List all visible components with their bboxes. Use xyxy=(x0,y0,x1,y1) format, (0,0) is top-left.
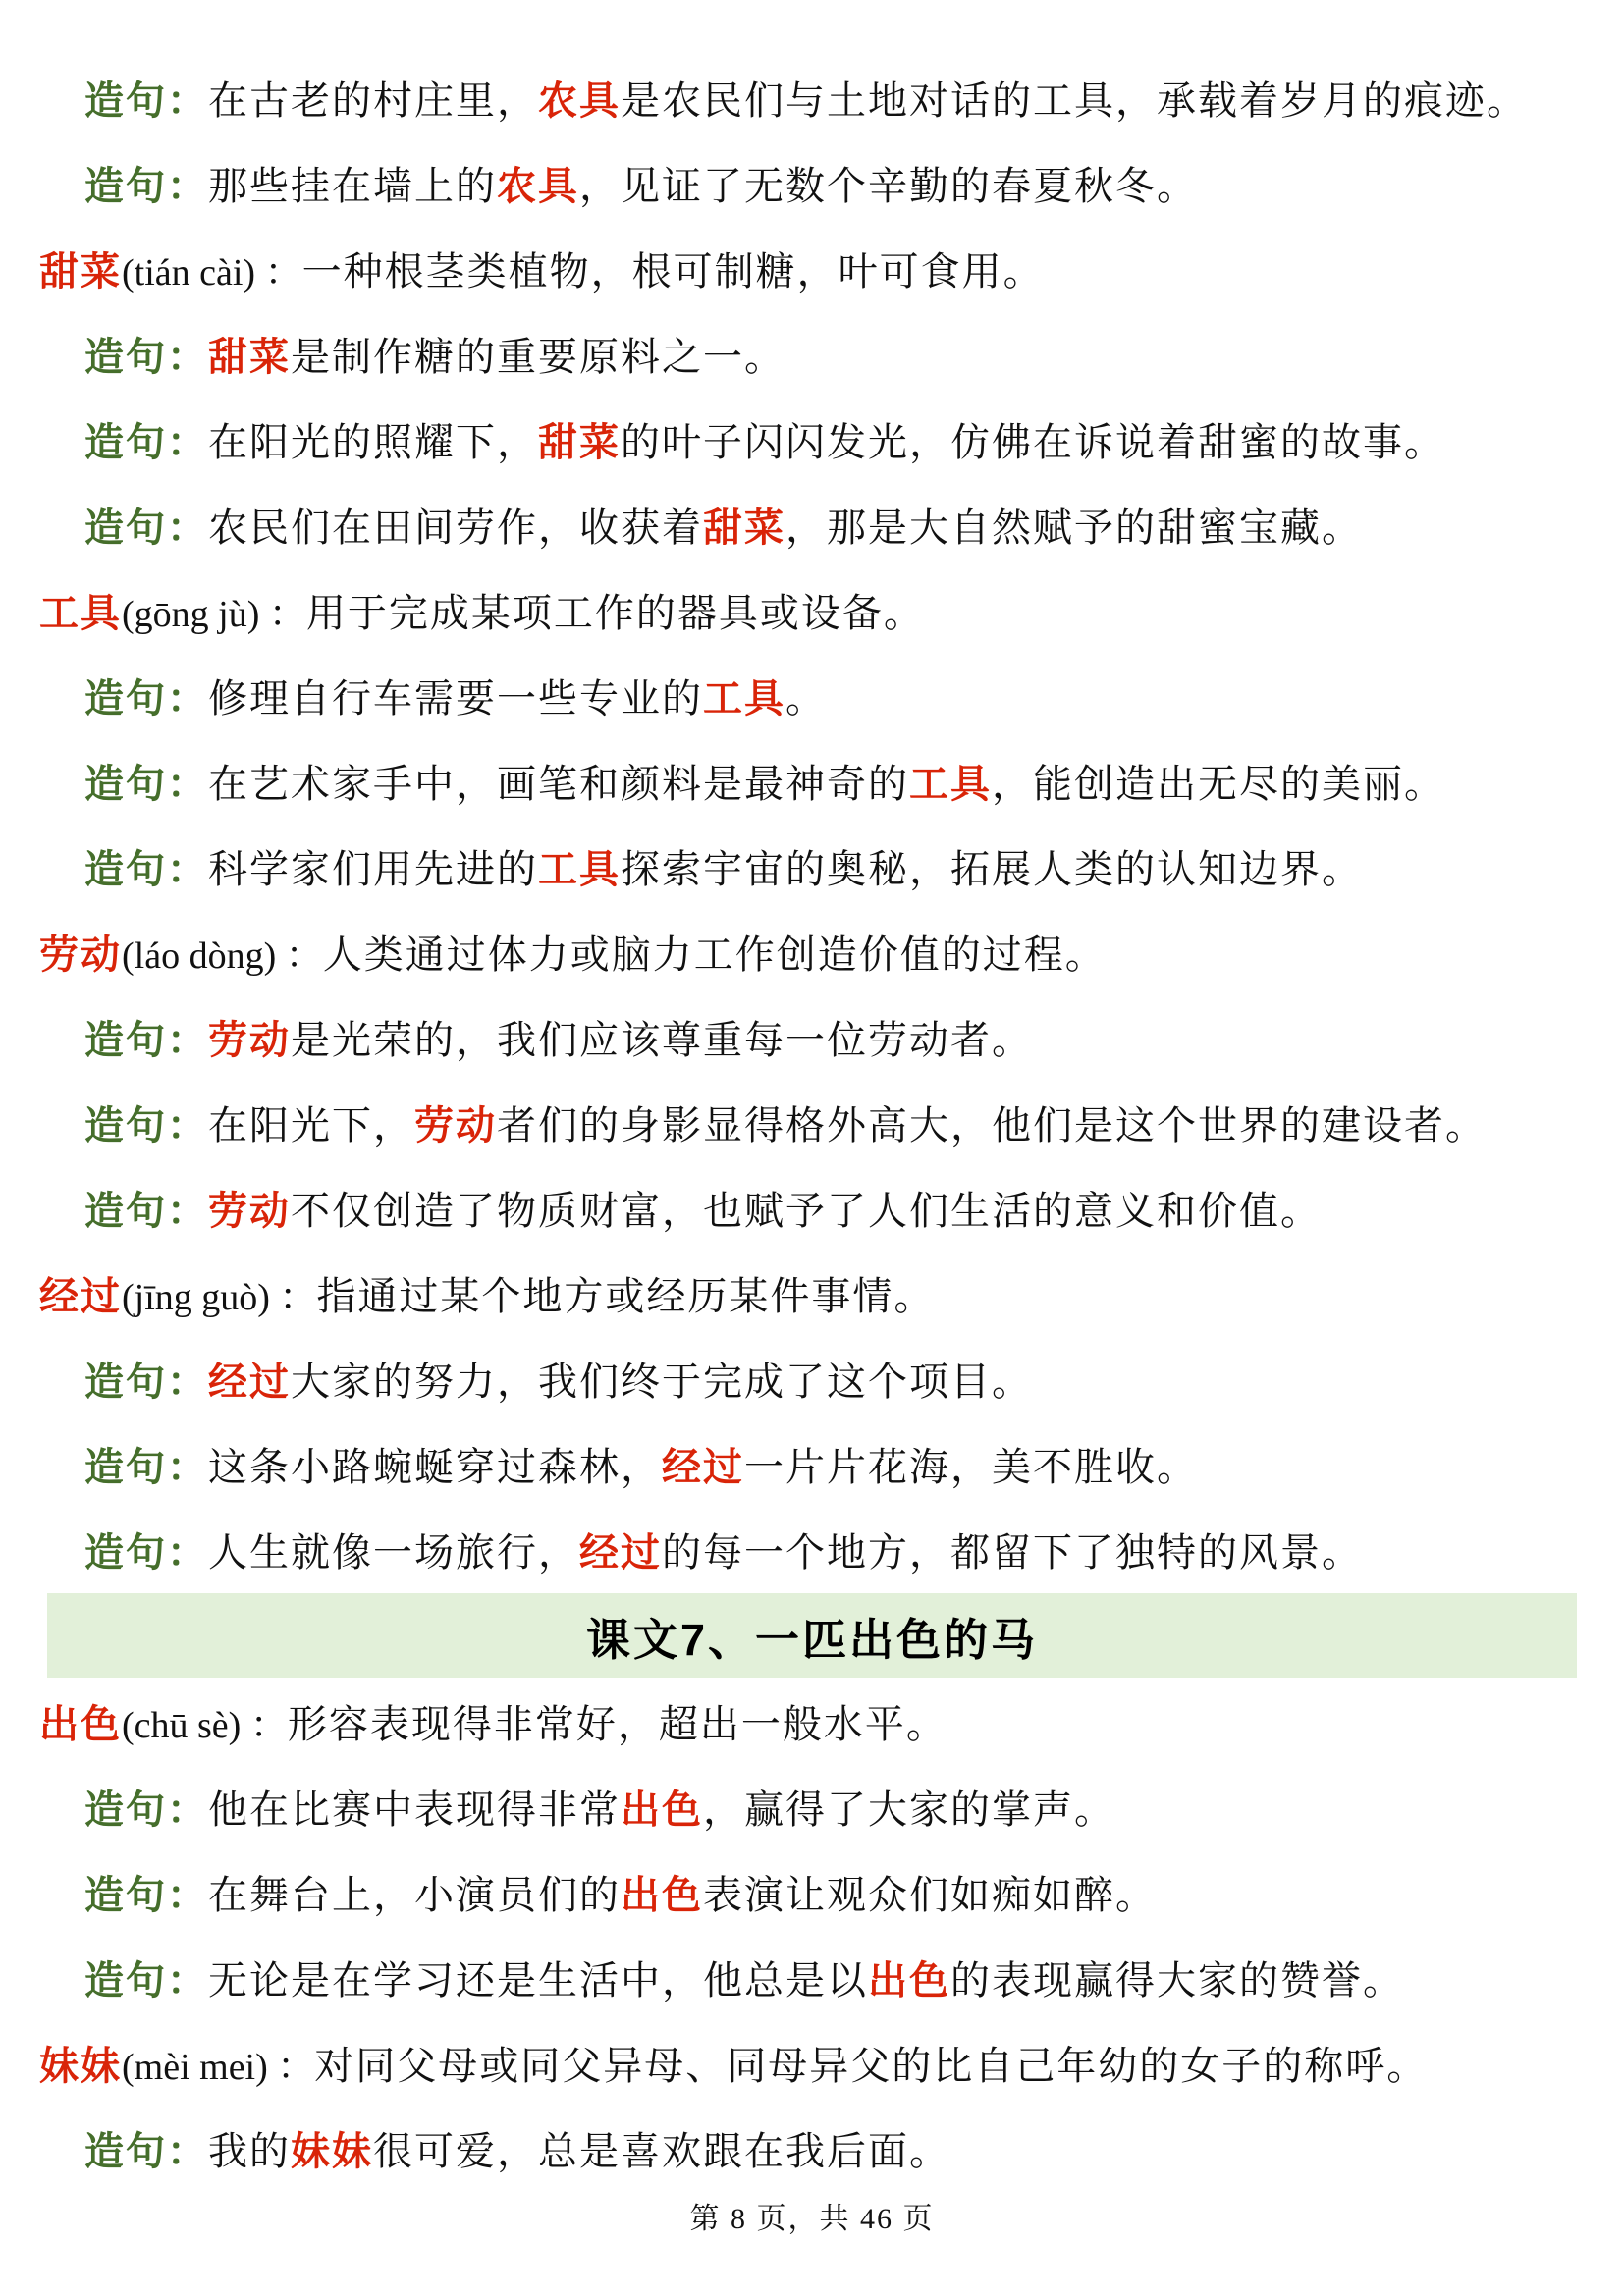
example-sentence-line xyxy=(0,140,1624,226)
vocab-word: 工具 xyxy=(39,591,122,635)
text-segment: 在阳光下， xyxy=(208,1103,414,1148)
text-segment: 那些挂在墙上的 xyxy=(208,164,497,208)
text-segment: 人类通过体力或脑力工作创造价值的过程。 xyxy=(322,933,1107,977)
text-segment: 用于完成某项工作的器具或设备。 xyxy=(305,591,925,635)
example-sentence-line xyxy=(0,824,1624,909)
text-segment: 者们的身影显得格外高大，他们是这个世界的建设者。 xyxy=(497,1103,1487,1148)
term-definition-line xyxy=(0,1251,1624,1336)
example-sentence-line xyxy=(0,738,1624,824)
vocab-word: 妹妹 xyxy=(291,2129,373,2173)
text-segment: 人生就像一场旅行， xyxy=(208,1530,579,1575)
text-segment: 在艺术家手中，画笔和颜料是最神奇的 xyxy=(208,762,909,806)
example-sentence-line xyxy=(0,1507,1624,1592)
text-segment: 在古老的村庄里， xyxy=(208,79,538,123)
sentence-label: 造句： xyxy=(84,1445,208,1489)
term-definition-line xyxy=(0,2020,1624,2106)
text-segment: 科学家们用先进的 xyxy=(208,847,538,891)
text-segment: 我的 xyxy=(208,2129,291,2173)
vocab-word: 工具 xyxy=(909,762,992,806)
page-number: 第 8 页，共 46 页 xyxy=(689,2203,935,2235)
vocab-word: 工具 xyxy=(538,847,621,891)
text-segment: 。 xyxy=(785,676,827,721)
text-segment: 的每一个地方，都留下了独特的风景。 xyxy=(662,1530,1363,1575)
vocab-word: 劳动 xyxy=(39,933,122,977)
text-segment: 在舞台上，小演员们的 xyxy=(208,1873,621,1917)
sentence-label: 造句： xyxy=(84,1873,208,1917)
text-segment: 一种根茎类植物，根可制糖，叶可食用。 xyxy=(301,249,1045,294)
vocab-word: 经过 xyxy=(208,1360,291,1404)
text-segment: 是农民们与土地对话的工具，承载着岁月的痕迹。 xyxy=(621,79,1528,123)
example-sentence-line xyxy=(0,55,1624,140)
text-segment: ，赢得了大家的掌声。 xyxy=(703,1788,1115,1832)
vocab-word: 甜菜 xyxy=(703,506,785,550)
text-segment: 的叶子闪闪发光，仿佛在诉说着甜蜜的故事。 xyxy=(621,420,1445,464)
text-segment: 在阳光的照耀下， xyxy=(208,420,538,464)
vocab-word: 经过 xyxy=(662,1445,744,1489)
text-segment: 一片片花海，美不胜收。 xyxy=(744,1445,1198,1489)
example-sentence-line xyxy=(0,1336,1624,1421)
vocab-word: 经过 xyxy=(579,1530,662,1575)
pinyin: (láo dòng) ： xyxy=(122,935,323,977)
sentence-label: 造句： xyxy=(84,1530,208,1575)
term-definition-line xyxy=(0,1679,1624,1764)
sentence-label: 造句： xyxy=(84,847,208,891)
text-segment: 大家的努力，我们终于完成了这个项目。 xyxy=(291,1360,1033,1404)
example-sentence-line xyxy=(0,1764,1624,1849)
term-definition-line xyxy=(0,567,1624,653)
text-segment: 修理自行车需要一些专业的 xyxy=(208,676,703,721)
term-definition-line xyxy=(0,909,1624,994)
sentence-label: 造句： xyxy=(84,1189,208,1233)
text-segment: 是制作糖的重要原料之一。 xyxy=(291,335,785,379)
vocab-word: 甜菜 xyxy=(538,420,621,464)
pinyin: (tián cài) ： xyxy=(122,252,302,294)
sentence-label: 造句： xyxy=(84,79,208,123)
text-segment: 指通过某个地方或经历某件事情。 xyxy=(316,1274,936,1318)
text-segment: 很可爱，总是喜欢跟在我后面。 xyxy=(373,2129,950,2173)
pinyin: (chū sè) ： xyxy=(122,1705,288,1746)
sentence-label: 造句： xyxy=(84,1018,208,1062)
text-segment: ，能创造出无尽的美丽。 xyxy=(992,762,1445,806)
vocab-word: 出色 xyxy=(621,1873,703,1917)
text-segment: ，那是大自然赋予的甜蜜宝藏。 xyxy=(785,506,1363,550)
sentence-label: 造句： xyxy=(84,676,208,721)
vocab-word: 农具 xyxy=(538,79,621,123)
vocab-word: 妹妹 xyxy=(39,2044,122,2088)
sentence-label: 造句： xyxy=(84,2129,208,2173)
sentence-label: 造句： xyxy=(84,335,208,379)
sentence-label: 造句： xyxy=(84,1360,208,1404)
text-segment: 的表现赢得大家的赞誉。 xyxy=(950,1958,1404,2002)
example-sentence-line xyxy=(0,653,1624,738)
vocab-word: 劳动 xyxy=(208,1189,291,1233)
example-sentence-line xyxy=(0,1165,1624,1251)
sentence-label: 造句： xyxy=(84,1788,208,1832)
pinyin: (gōng jù) ： xyxy=(122,594,306,635)
example-sentence-line xyxy=(0,482,1624,567)
text-segment: 农民们在田间劳作，收获着 xyxy=(208,506,703,550)
vocab-word: 劳动 xyxy=(414,1103,497,1148)
sentence-label: 造句： xyxy=(84,506,208,550)
sentence-label: 造句： xyxy=(84,164,208,208)
text-segment: 是光荣的，我们应该尊重每一位劳动者。 xyxy=(291,1018,1033,1062)
vocab-word: 工具 xyxy=(703,676,785,721)
example-sentence-line xyxy=(0,2106,1624,2191)
vocab-word: 劳动 xyxy=(208,1018,291,1062)
vocab-word: 农具 xyxy=(497,164,579,208)
example-sentence-line xyxy=(0,397,1624,482)
sentence-label: 造句： xyxy=(84,1103,208,1148)
example-sentence-line xyxy=(0,1080,1624,1165)
section-title: 课文7、一匹出色的马 xyxy=(585,1614,1039,1665)
vocab-word: 出色 xyxy=(868,1958,950,2002)
text-segment: 形容表现得非常好，超出一般水平。 xyxy=(287,1702,947,1746)
vocab-word: 出色 xyxy=(621,1788,703,1832)
example-sentence-line xyxy=(0,1421,1624,1507)
term-definition-line xyxy=(0,226,1624,311)
section-banner xyxy=(47,1593,1577,1678)
pinyin: (jīng guò) ： xyxy=(122,1277,317,1318)
text-segment: 对同父母或同父异母、同母异父的比自己年幼的女子的称呼。 xyxy=(314,2044,1429,2088)
vocab-word: 甜菜 xyxy=(39,249,122,294)
text-segment: 这条小路蜿蜒穿过森林， xyxy=(208,1445,662,1489)
text-segment: 表演让观众们如痴如醉。 xyxy=(703,1873,1157,1917)
text-segment: 不仅创造了物质财富，也赋予了人们生活的意义和价值。 xyxy=(291,1189,1322,1233)
example-sentence-line xyxy=(0,311,1624,397)
text-segment: 探索宇宙的奥秘，拓展人类的认知边界。 xyxy=(621,847,1363,891)
vocab-word: 出色 xyxy=(39,1702,122,1746)
sentence-label: 造句： xyxy=(84,1958,208,2002)
example-sentence-line xyxy=(0,1935,1624,2020)
pinyin: (mèi mei) ： xyxy=(122,2047,315,2088)
text-segment: 他在比赛中表现得非常 xyxy=(208,1788,621,1832)
example-sentence-line xyxy=(0,1849,1624,1935)
vocab-word: 甜菜 xyxy=(208,335,291,379)
example-sentence-line xyxy=(0,994,1624,1080)
text-segment: ，见证了无数个辛勤的春夏秋冬。 xyxy=(579,164,1198,208)
text-segment: 无论是在学习还是生活中，他总是以 xyxy=(208,1958,868,2002)
vocab-word: 经过 xyxy=(39,1274,122,1318)
sentence-label: 造句： xyxy=(84,762,208,806)
sentence-label: 造句： xyxy=(84,420,208,464)
